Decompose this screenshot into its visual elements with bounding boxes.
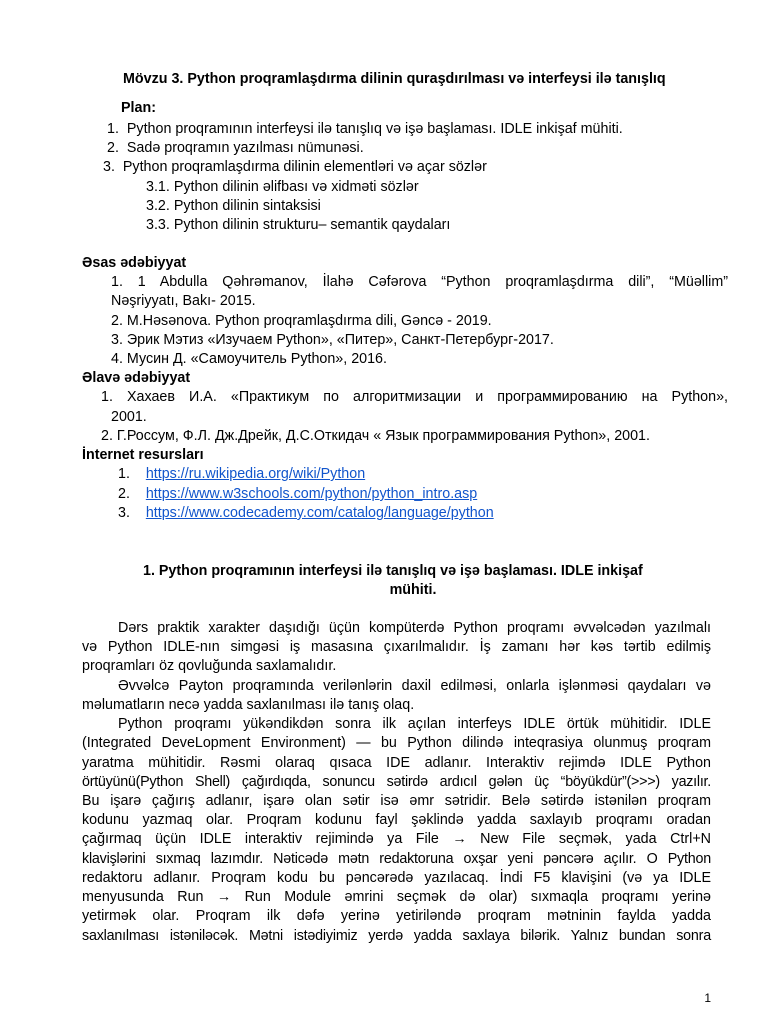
wikipedia-link[interactable]: https://ru.wikipedia.org/wiki/Python — [145, 466, 366, 482]
paragraph-line: kodunu yazmaq olar. Proqram kodunu fayl şəklində yadda saxlayıb proqramı oradan — [82, 812, 711, 828]
w3schools-link[interactable]: https://www.w3schools.com/python/python_intro.asp — [145, 486, 478, 502]
paragraph-line: saxlanılması istəniləcək. Mətni istədiyimiz yerdə yadda saxlaya bilərik. Yalnız bundan sonra — [82, 928, 711, 944]
list-text: Python dilinin əlifbası və xidməti sözlər — [173, 179, 419, 195]
codecademy-link[interactable]: https://www.codecademy.com/catalog/language/python — [145, 505, 494, 521]
paragraph-line: Dərs praktik xarakter daşıdığı üçün kompüterdə Python proqramı əvvəlcədən yazılmalı — [118, 620, 711, 636]
document-title: Mövzu 3. Python proqramlaşdırma dilinin quraşdırılması və interfeysi ilə tanışlıq — [123, 71, 666, 87]
link-item — [118, 504, 494, 523]
paragraph-line: və Python IDLE-nın simgəsi iş masasına çıxarılmalıdır. İş zamanı hər kəs tərtib edilmiş — [82, 639, 711, 655]
paragraph-line: klavişlərini sıxmaq lazımdır. Nəticədə mətn redaktoruna oxşar yeni pəncərə açılır. O Python — [82, 851, 711, 867]
plan-item — [107, 120, 623, 139]
plan-item — [103, 158, 487, 177]
literature-item: 4. Мусин Д. «Самоучитель Python», 2016. — [111, 351, 387, 367]
paragraph-line: Bu işarə çağırış adlanır, işarə olan sətir isə əmr sətridir. Belə sətirdə istənilən proqram — [82, 793, 711, 809]
list-number: 1. — [107, 121, 119, 137]
plan-subitem — [146, 216, 450, 235]
list-number: 3. — [103, 159, 115, 175]
list-text: Sadə proqramın yazılması nümunəsi. — [126, 140, 364, 156]
literature-item: 1. Хахаев И.А. «Практикум по алгоритмизации и программированию на Python», — [101, 389, 728, 405]
plan-item — [107, 139, 364, 158]
list-number: 2. — [118, 486, 130, 502]
paragraph-line: yetirmək olar. Proqram ilk dəfə yerinə yetiriləndə proqram mətninin faylda yadda — [82, 908, 711, 924]
paragraph-line: örtüyünü(Python Shell) çağırdıqda, sonuncu sətirdə ardıcıl gələn üç “böyükdür”(>>>) yazılır. — [82, 774, 711, 790]
paragraph-line: redaktoru adlanır. Proqram kodu bu pəncərədə yazılacaq. İndi F5 klavişini (və ya IDLE — [82, 870, 711, 886]
literature-item-cont: 2001. — [111, 409, 147, 425]
paragraph-line: məlumatların necə yadda saxlanılması ilə tanış olaq. — [82, 697, 415, 713]
plan-subitem — [146, 178, 419, 197]
internet-heading: İnternet resursları — [82, 447, 204, 463]
paragraph-line: menyusunda Run → Run Module əmrini seçmək də olar) sıxmaqla proqramı yerinə — [82, 889, 711, 905]
list-number: 3.3. — [146, 217, 170, 233]
extra-literature-heading: Əlavə ədəbiyyat — [82, 370, 191, 386]
list-text: Python proqramının interfeysi ilə tanışlıq və işə başlaması. IDLE inkişaf mühiti. — [126, 121, 623, 137]
list-text: Python dilinin strukturu– semantik qaydaları — [173, 217, 451, 233]
plan-subitem — [146, 197, 321, 216]
list-number: 3.2. — [146, 198, 170, 214]
plan-heading: Plan: — [121, 100, 156, 116]
list-number: 3. — [118, 505, 130, 521]
list-text: Python dilinin sintaksisi — [173, 198, 321, 214]
list-text: Python proqramlaşdırma dilinin elementləri və açar sözlər — [122, 159, 487, 175]
main-literature-heading: Əsas ədəbiyyat — [82, 255, 187, 271]
list-number: 2. — [107, 140, 119, 156]
paragraph-line: Python proqramı yükəndikdən sonra ilk açılan interfeys IDLE örtük mühitidir. IDLE — [118, 716, 711, 732]
literature-item: 1. 1 Abdulla Qəhrəmanov, İlahə Cəfərova “Python proqramlaşdırma dili”, “Müəllim” — [111, 274, 728, 290]
page-number: 1 — [704, 991, 711, 1005]
list-number: 3.1. — [146, 179, 170, 195]
literature-item-cont: Nəşriyyatı, Bakı- 2015. — [111, 293, 256, 309]
paragraph-line: yaratma mühitidir. Rəsmi olaraq qısaca IDE adlanır. Interaktiv rejimdə IDLE Python — [82, 755, 711, 771]
literature-item: 3. Эрик Мэтиз «Изучаем Python», «Питер», Санкт-Петербург-2017. — [111, 332, 554, 348]
paragraph-line: çağırmaq üçün IDLE interaktiv rejimində ya File → New File seçmək, yada Ctrl+N — [82, 831, 711, 847]
list-number: 1. — [118, 466, 130, 482]
literature-item: 2. M.Həsənova. Python proqramlaşdırma dili, Gəncə - 2019. — [111, 313, 492, 329]
paragraph-line: Əvvəlcə Payton proqramında verilənlərin daxil edilməsi, onlarla işlənməsi qaydaları və — [118, 678, 711, 694]
literature-item: 2. Г.Россум, Ф.Л. Дж.Дрейк, Д.С.Откидач « Язык программирования Python», 2001. — [101, 428, 650, 444]
paragraph-line: (Integrated DeveLopment Environment) — bu Python dilində inteqrasiya olunmuş proqram — [82, 735, 711, 751]
link-item — [118, 485, 477, 504]
paragraph-line: proqramları öz qovluğunda saxlamalıdır. — [82, 658, 337, 674]
link-item — [118, 465, 365, 484]
section-heading: 1. Python proqramının interfeysi ilə tanışlıq və işə başlaması. IDLE inkişaf — [143, 563, 643, 579]
section-heading-cont: mühiti. — [389, 582, 437, 598]
